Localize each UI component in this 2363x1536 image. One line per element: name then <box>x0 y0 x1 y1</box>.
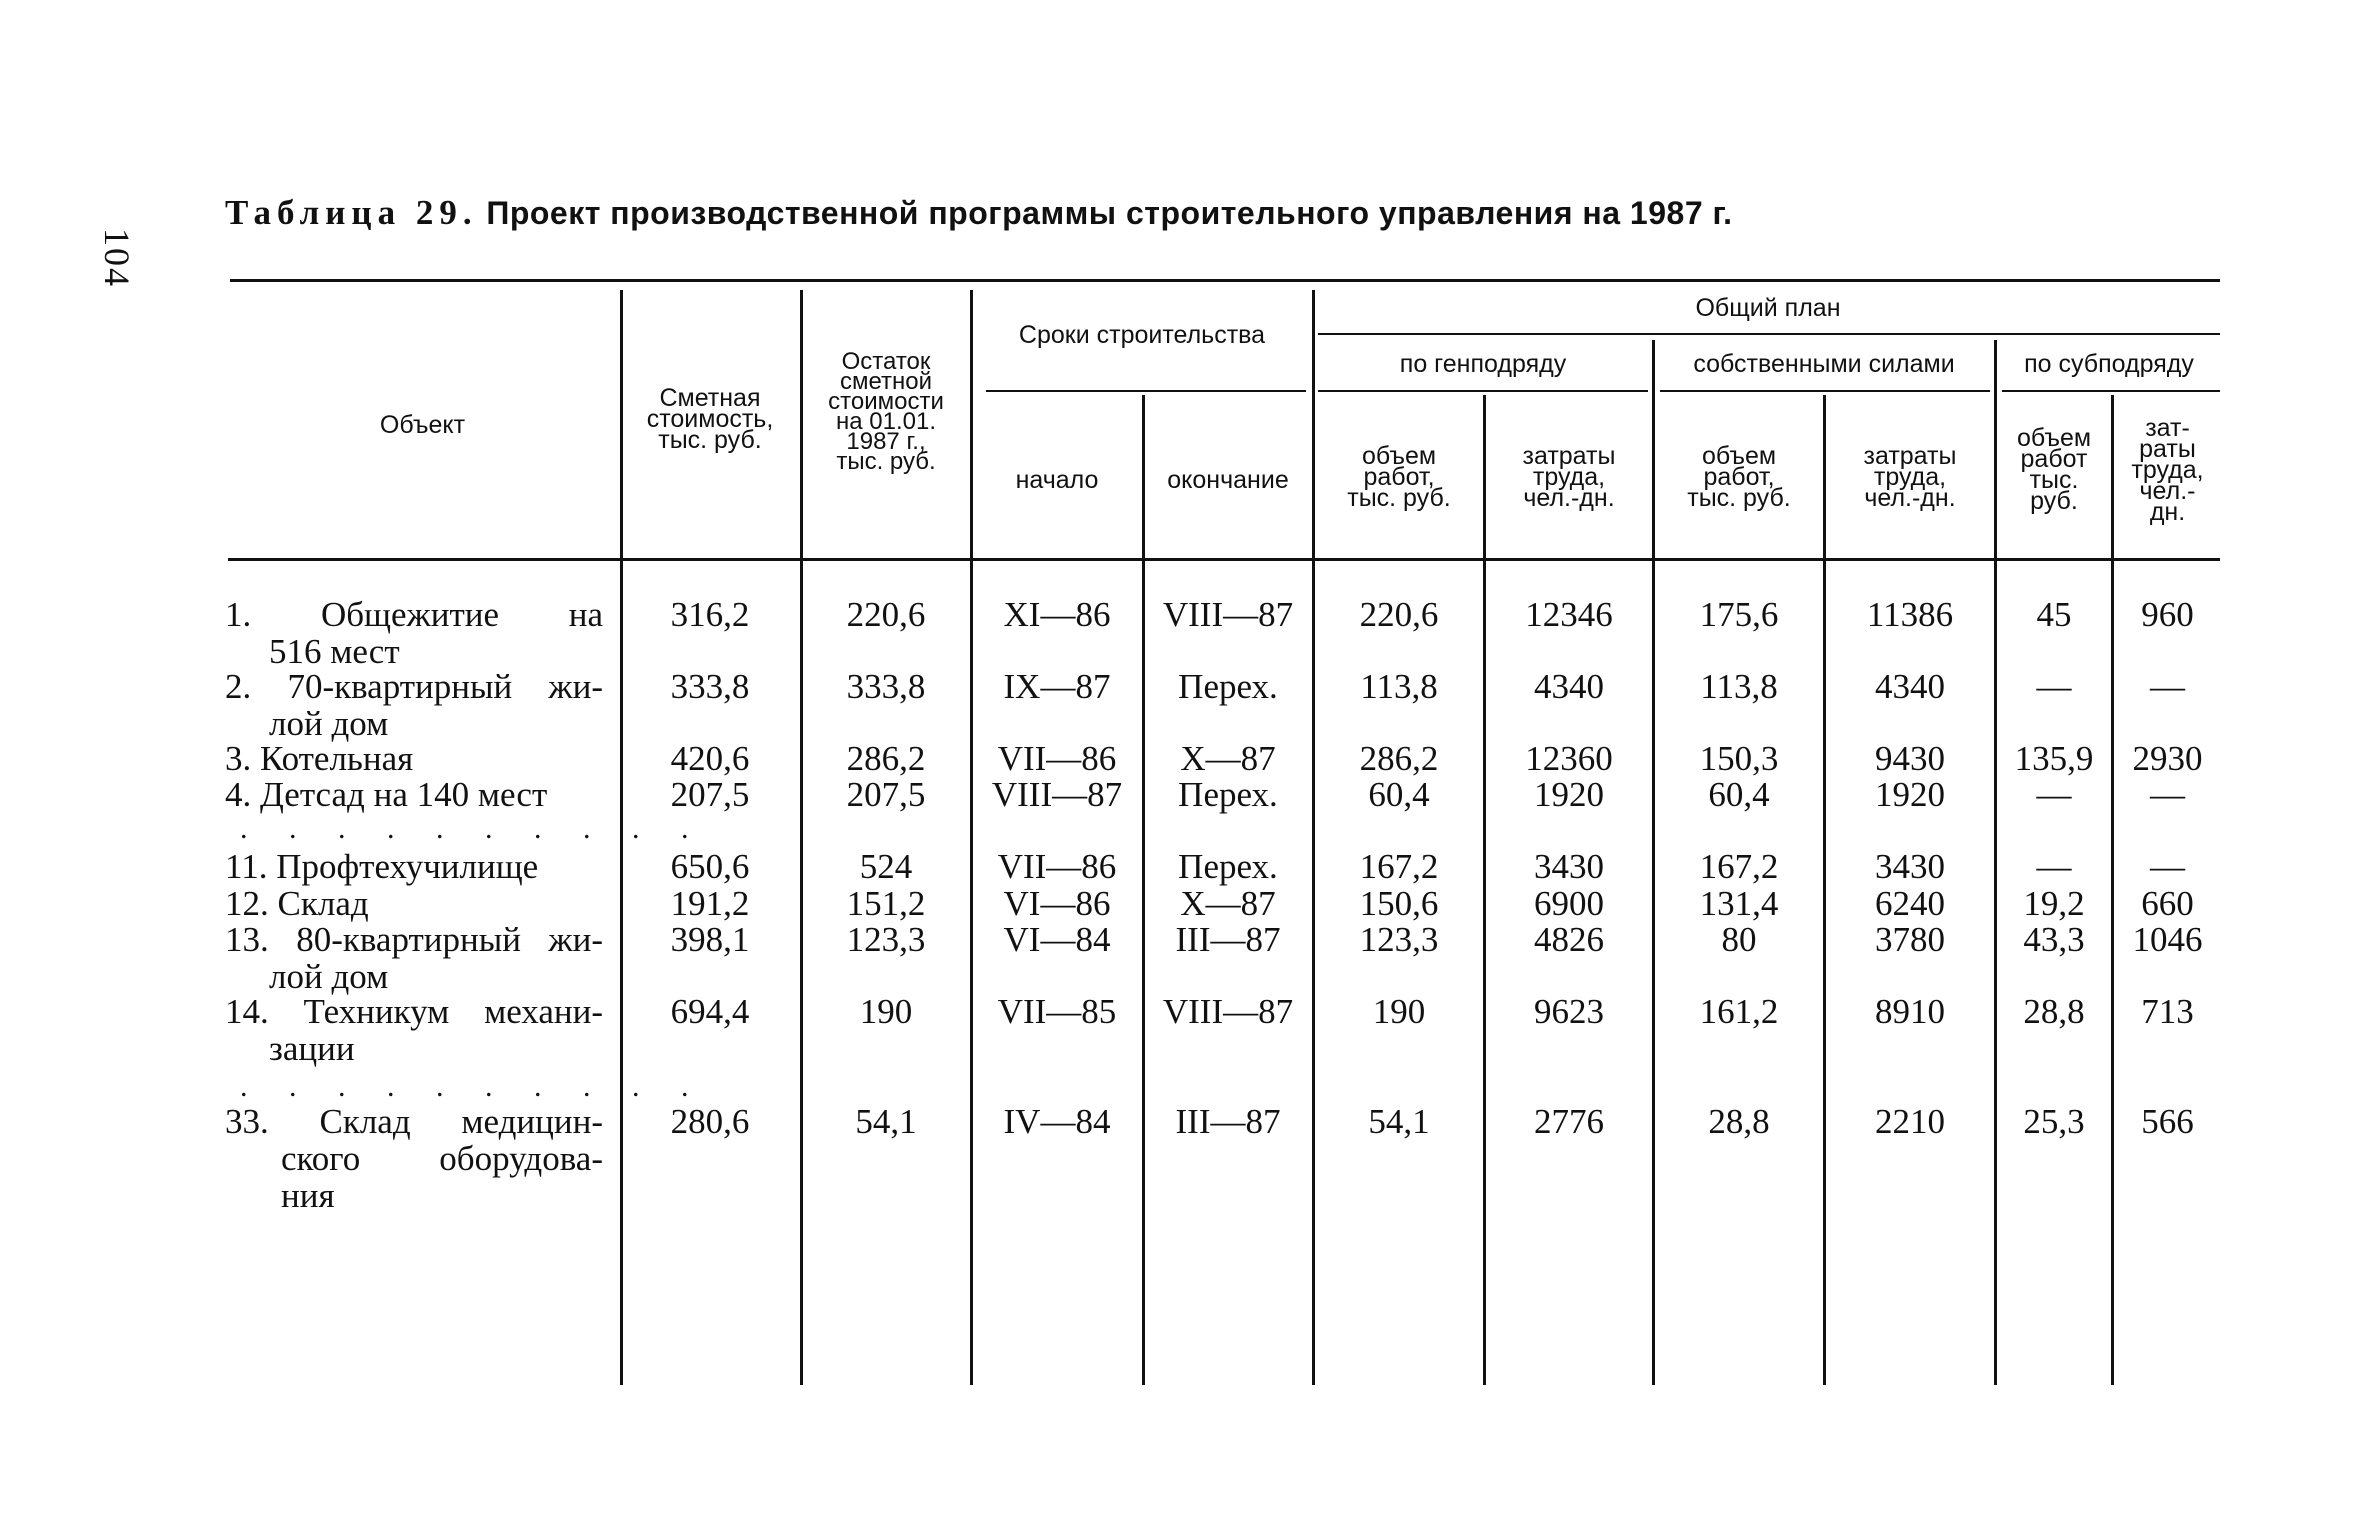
cell-own-volume: 161,2 <box>1699 992 1779 1031</box>
cell-start: XI—86 <box>1003 595 1111 634</box>
cell-object-line: 11. Профтехучилище <box>225 847 539 886</box>
cell-sub-labor: — <box>2150 847 2185 886</box>
cell-start: VII—86 <box>997 739 1117 778</box>
cell-own-volume: 28,8 <box>1708 1102 1770 1141</box>
cell-gc-labor: 12360 <box>1525 739 1613 778</box>
cell-gc-labor: 4826 <box>1534 920 1604 959</box>
cell-gc-volume: 190 <box>1372 992 1426 1031</box>
cell-estimate: 650,6 <box>670 847 750 886</box>
cell-sub-volume: — <box>2036 847 2072 886</box>
header-end: окончание <box>1167 466 1289 494</box>
cell-estimate: 207,5 <box>670 775 750 814</box>
cell-start: VI—84 <box>1003 920 1111 959</box>
cell-object-line: 4. Детсад на 140 мест <box>225 775 548 814</box>
cell-own-volume: 80 <box>1721 920 1757 959</box>
cell-remainder: 333,8 <box>846 667 926 706</box>
cell-sub-labor: — <box>2150 667 2185 706</box>
cell-object <box>225 921 603 995</box>
header-general-plan: Общий план <box>1695 294 1841 322</box>
cell-end: Перех. <box>1178 667 1278 706</box>
table-title-label: Таблица 29. <box>225 193 478 232</box>
cell-own-labor: 2210 <box>1875 1102 1945 1141</box>
cell-own-labor: 3780 <box>1875 920 1945 959</box>
cell-own-labor: 9430 <box>1875 739 1945 778</box>
ellipsis-row: . . . . . . . . . . <box>240 812 706 845</box>
cell-sub-labor: 660 <box>2141 884 2194 923</box>
cell-object-line: лой дом <box>269 704 389 743</box>
cell-object-line: 14. Техникум механи- <box>225 992 603 1031</box>
header-gc-volume: объем работ, тыс. руб. <box>1347 442 1451 512</box>
cell-remainder: 151,2 <box>846 884 926 923</box>
cell-start: IV—84 <box>1003 1102 1111 1141</box>
cell-end: VIII—87 <box>1162 992 1294 1031</box>
cell-start: VII—85 <box>997 992 1117 1031</box>
cell-object-line: 516 мест <box>269 632 400 671</box>
cell-gc-volume: 60,4 <box>1368 775 1430 814</box>
cell-estimate: 398,1 <box>670 920 750 959</box>
cell-gc-labor: 1920 <box>1534 775 1604 814</box>
cell-end: III—87 <box>1175 1102 1281 1141</box>
header-own-forces: собственными силами <box>1693 350 1955 378</box>
header-sub-labor: зат- раты труда, чел.- дн. <box>2131 414 2204 526</box>
cell-sub-labor: 713 <box>2141 992 2194 1031</box>
header-own-volume: объем работ, тыс. руб. <box>1687 442 1791 512</box>
cell-own-labor: 8910 <box>1875 992 1945 1031</box>
cell-object <box>225 740 603 777</box>
cell-gc-volume: 167,2 <box>1359 847 1439 886</box>
cell-object-line: 2. 70-квартирный жи- <box>225 667 603 706</box>
cell-estimate: 420,6 <box>670 739 750 778</box>
cell-object <box>225 993 603 1067</box>
cell-object <box>225 668 603 742</box>
cell-gc-labor: 3430 <box>1534 847 1604 886</box>
cell-gc-volume: 54,1 <box>1368 1102 1430 1141</box>
cell-sub-volume: 135,9 <box>2014 739 2094 778</box>
table-title-text: Проект производственной программы строительного управления на 1987 г. <box>486 195 1733 231</box>
cell-end: X—87 <box>1180 739 1276 778</box>
header-general-contract: по генподряду <box>1399 350 1567 378</box>
cell-object-line: 13. 80-квартирный жи- <box>225 920 603 959</box>
header-remainder: Остаток сметной стоимости на 01.01. 1987 г., тыс. руб. <box>828 348 944 475</box>
cell-remainder: 190 <box>859 992 913 1031</box>
cell-end: Перех. <box>1178 775 1278 814</box>
cell-own-volume: 60,4 <box>1708 775 1770 814</box>
header-object: Объект <box>379 411 466 439</box>
cell-gc-labor: 2776 <box>1534 1102 1604 1141</box>
cell-remainder: 54,1 <box>855 1102 917 1141</box>
cell-object <box>225 1103 603 1214</box>
cell-object-line: 3. Котельная <box>225 739 414 778</box>
cell-start: VI—86 <box>1003 884 1111 923</box>
page-number: 104 <box>97 228 137 288</box>
cell-remainder: 123,3 <box>846 920 926 959</box>
cell-sub-volume: — <box>2036 667 2072 706</box>
cell-end: VIII—87 <box>1162 595 1294 634</box>
cell-sub-volume: — <box>2036 775 2072 814</box>
cell-gc-labor: 4340 <box>1534 667 1604 706</box>
cell-object <box>225 596 603 670</box>
cell-object-line: лой дом <box>269 957 389 996</box>
cell-gc-volume: 113,8 <box>1360 667 1438 706</box>
cell-object-line: 33. Склад медицин- <box>225 1102 603 1141</box>
cell-remainder: 286,2 <box>846 739 926 778</box>
cell-end: X—87 <box>1180 884 1276 923</box>
cell-object-line: ского оборудова- <box>281 1139 603 1178</box>
cell-gc-labor: 6900 <box>1534 884 1604 923</box>
cell-object-line: 12. Склад <box>225 884 369 923</box>
cell-gc-labor: 9623 <box>1534 992 1604 1031</box>
header-terms: Сроки строительства <box>1018 321 1266 349</box>
header-gc-labor: затраты труда, чел.-дн. <box>1522 442 1616 512</box>
cell-gc-volume: 220,6 <box>1359 595 1439 634</box>
cell-own-labor: 1920 <box>1875 775 1945 814</box>
cell-end: III—87 <box>1175 920 1281 959</box>
cell-object <box>225 848 603 885</box>
cell-sub-labor: 960 <box>2141 595 2194 634</box>
cell-sub-labor: — <box>2150 775 2185 814</box>
cell-sub-volume: 45 <box>2036 595 2072 634</box>
cell-own-labor: 4340 <box>1875 667 1945 706</box>
cell-start: IX—87 <box>1003 667 1111 706</box>
cell-gc-labor: 12346 <box>1525 595 1613 634</box>
cell-gc-volume: 150,6 <box>1359 884 1439 923</box>
header-estimate: Сметная стоимость, тыс. руб. <box>646 384 774 454</box>
cell-sub-labor: 566 <box>2141 1102 2194 1141</box>
cell-own-volume: 175,6 <box>1699 595 1779 634</box>
cell-sub-labor: 2930 <box>2132 739 2203 778</box>
cell-sub-volume: 25,3 <box>2023 1102 2085 1141</box>
ellipsis-row: . . . . . . . . . . <box>240 1070 706 1103</box>
cell-estimate: 280,6 <box>670 1102 750 1141</box>
header-own-labor: затраты труда, чел.-дн. <box>1863 442 1957 512</box>
cell-gc-volume: 123,3 <box>1359 920 1439 959</box>
cell-gc-volume: 286,2 <box>1359 739 1439 778</box>
cell-object-line: 1. Общежитие на <box>225 595 603 634</box>
header-start: начало <box>1015 466 1099 494</box>
cell-start: VII—86 <box>997 847 1117 886</box>
cell-estimate: 191,2 <box>670 884 750 923</box>
cell-remainder: 524 <box>859 847 913 886</box>
cell-sub-volume: 19,2 <box>2023 884 2085 923</box>
cell-estimate: 316,2 <box>670 595 750 634</box>
cell-estimate: 333,8 <box>670 667 750 706</box>
cell-end: Перех. <box>1178 847 1278 886</box>
cell-object-line: ния <box>281 1176 335 1215</box>
header-subcontract: по субподряду <box>2024 350 2194 378</box>
cell-own-labor: 3430 <box>1875 847 1945 886</box>
cell-start: VIII—87 <box>991 775 1123 814</box>
cell-own-labor: 11386 <box>1866 595 1954 634</box>
header-sub-volume: объем работ тыс. руб. <box>2016 424 2092 515</box>
cell-own-volume: 150,3 <box>1699 739 1779 778</box>
cell-own-volume: 167,2 <box>1699 847 1779 886</box>
cell-remainder: 220,6 <box>846 595 926 634</box>
cell-sub-labor: 1046 <box>2132 920 2203 959</box>
cell-own-labor: 6240 <box>1875 884 1945 923</box>
table-title <box>225 193 1733 233</box>
cell-object <box>225 885 603 922</box>
cell-sub-volume: 28,8 <box>2023 992 2085 1031</box>
cell-own-volume: 113,8 <box>1700 667 1778 706</box>
cell-sub-volume: 43,3 <box>2023 920 2085 959</box>
cell-object-line: зации <box>269 1029 355 1068</box>
cell-estimate: 694,4 <box>670 992 750 1031</box>
cell-remainder: 207,5 <box>846 775 926 814</box>
cell-object <box>225 776 603 813</box>
cell-own-volume: 131,4 <box>1699 884 1779 923</box>
